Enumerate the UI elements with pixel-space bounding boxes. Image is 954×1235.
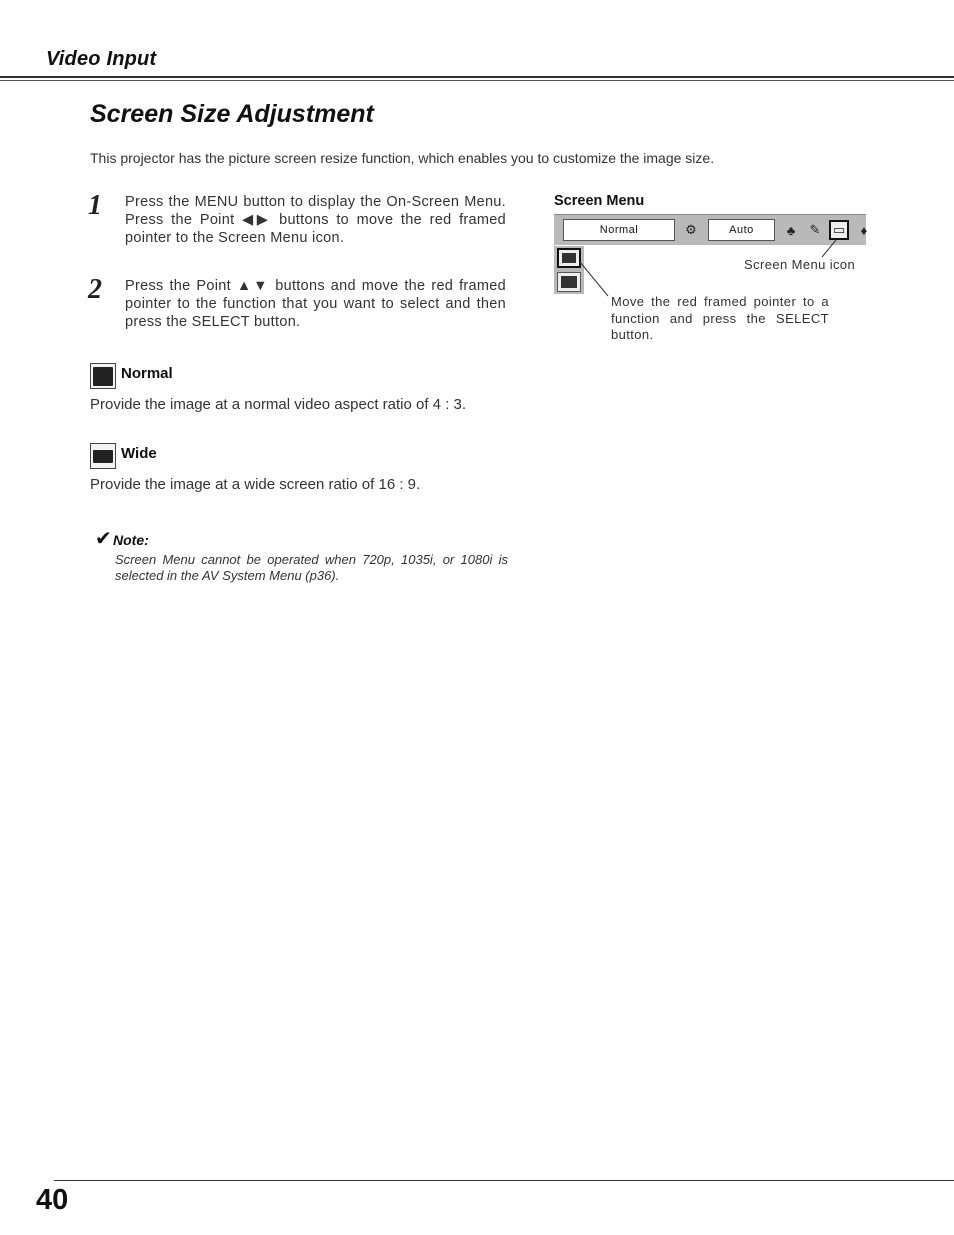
- image-adjust-icon: ✎: [809, 222, 821, 237]
- image-select-icon: ♣: [786, 222, 796, 238]
- screen-menu-bar: [554, 214, 866, 245]
- pointer-callout: Move the red framed pointer to a function and press the SELECT button.: [611, 294, 829, 342]
- section-title: Video Input: [46, 48, 157, 70]
- normal-label: Normal: [121, 365, 173, 382]
- page-number: 40: [36, 1184, 69, 1216]
- step-text-1: Press the MENU button to display the On-Screen Menu. Press the Point ◀▶ buttons to move the red framed pointer to the Screen Menu icon.: [125, 194, 506, 246]
- wide-option-icon: [557, 272, 581, 292]
- step-text-2: Press the Point ▲▼ buttons and move the red framed pointer to the function that you want to select and then press the SELECT button.: [125, 278, 506, 330]
- intro-text: This projector has the picture screen resize function, which enables you to customize the image size.: [90, 150, 715, 166]
- normal-screen-icon: [90, 363, 116, 389]
- figure-title: Screen Menu: [554, 193, 645, 209]
- screen-menu-side-column: [554, 246, 584, 294]
- wide-description: Provide the image at a wide screen ratio of 16 : 9.: [90, 476, 421, 493]
- step-number-1: 1: [88, 190, 102, 221]
- note-label: Note:: [113, 532, 149, 548]
- setting-icon: ♦: [860, 222, 868, 238]
- input-icon: ⚙: [685, 222, 697, 237]
- screen-size-field: Normal: [563, 219, 675, 241]
- header-rule: [0, 76, 954, 78]
- header-rule-thin: [0, 80, 954, 81]
- wide-screen-icon: [90, 443, 116, 469]
- screen-menu-icon-callout: Screen Menu icon: [744, 257, 856, 272]
- checkmark-icon: ✔: [95, 528, 112, 550]
- screen-icon: ▭: [829, 220, 849, 240]
- note-text: Screen Menu cannot be operated when 720p, 1035i, or 1080i is selected in the AV System Menu (p36).: [115, 552, 508, 583]
- page-title: Screen Size Adjustment: [90, 100, 374, 128]
- mode-field: Auto: [708, 219, 775, 241]
- wide-label: Wide: [121, 445, 157, 462]
- normal-description: Provide the image at a normal video aspect ratio of 4 : 3.: [90, 396, 467, 413]
- step-number-2: 2: [88, 274, 102, 305]
- footer-rule: [54, 1180, 954, 1181]
- normal-option-icon: [557, 248, 581, 268]
